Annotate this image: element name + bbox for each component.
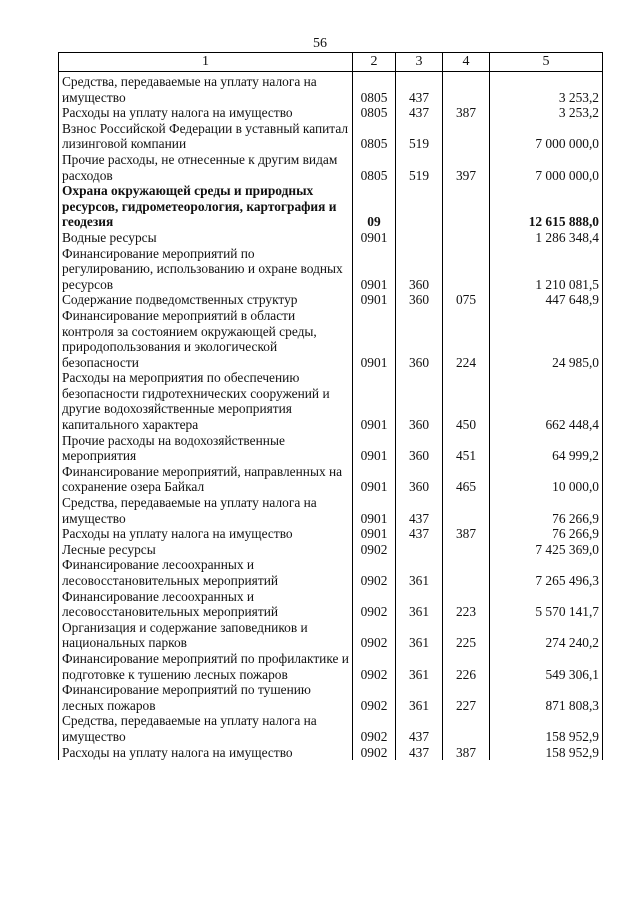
row-article-code: 519 [396, 152, 443, 183]
table-row [59, 464, 603, 495]
row-section-code: 0902 [353, 651, 396, 682]
row-section-code: 0805 [353, 121, 396, 152]
row-expense-code [443, 183, 490, 230]
row-article-code: 437 [396, 105, 443, 121]
row-amount: 549 306,1 [490, 651, 603, 682]
table-row [59, 620, 603, 651]
row-expense-code: 387 [443, 105, 490, 121]
table-row [59, 433, 603, 464]
table-header [59, 53, 603, 72]
row-article-code: 361 [396, 557, 443, 588]
row-name: Водные ресурсы [59, 230, 353, 246]
row-article-code: 360 [396, 464, 443, 495]
row-article-code: 360 [396, 292, 443, 308]
row-amount: 76 266,9 [490, 495, 603, 526]
row-article-code: 360 [396, 370, 443, 432]
row-name: Средства, передаваемые на уплату налога на имущество [59, 495, 353, 526]
row-expense-code: 227 [443, 682, 490, 713]
col-header-3: 3 [396, 53, 443, 72]
table-row [59, 713, 603, 744]
table-row [59, 557, 603, 588]
row-section-code: 0805 [353, 72, 396, 106]
row-article-code: 519 [396, 121, 443, 152]
row-name: Расходы на уплату налога на имущество [59, 745, 353, 761]
row-amount: 10 000,0 [490, 464, 603, 495]
row-section-code: 0902 [353, 682, 396, 713]
row-section-code: 0805 [353, 152, 396, 183]
row-article-code: 360 [396, 433, 443, 464]
row-name: Финансирование лесоохранных и лесовосстановительных мероприятий [59, 589, 353, 620]
row-name: Расходы на уплату налога на имущество [59, 526, 353, 542]
table-row [59, 292, 603, 308]
row-article-code: 437 [396, 713, 443, 744]
row-name: Взнос Российской Федерации в уставный капитал лизинговой компании [59, 121, 353, 152]
row-amount: 871 808,3 [490, 682, 603, 713]
header-row [59, 53, 603, 72]
row-name: Расходы на уплату налога на имущество [59, 105, 353, 121]
row-name: Средства, передаваемые на уплату налога на имущество [59, 713, 353, 744]
row-amount: 1 286 348,4 [490, 230, 603, 246]
row-article-code [396, 183, 443, 230]
row-expense-code [443, 230, 490, 246]
row-expense-code [443, 121, 490, 152]
row-amount: 12 615 888,0 [490, 183, 603, 230]
row-section-code: 0805 [353, 105, 396, 121]
row-amount: 662 448,4 [490, 370, 603, 432]
row-expense-code: 397 [443, 152, 490, 183]
row-name: Расходы на мероприятия по обеспечению безопасности гидротехнических сооружений и другие водохозяйственные мероприятия капитального характера [59, 370, 353, 432]
table-row [59, 72, 603, 106]
row-expense-code: 226 [443, 651, 490, 682]
row-name: Содержание подведомственных структур [59, 292, 353, 308]
row-amount: 24 985,0 [490, 308, 603, 370]
row-section-code: 0901 [353, 308, 396, 370]
row-expense-code: 465 [443, 464, 490, 495]
row-expense-code [443, 557, 490, 588]
table-row [59, 308, 603, 370]
row-article-code: 437 [396, 495, 443, 526]
row-article-code: 361 [396, 682, 443, 713]
row-amount: 1 210 081,5 [490, 246, 603, 293]
row-article-code: 437 [396, 72, 443, 106]
row-amount: 7 265 496,3 [490, 557, 603, 588]
row-expense-code [443, 713, 490, 744]
row-name: Финансирование мероприятий, направленных на сохранение озера Байкал [59, 464, 353, 495]
row-amount: 76 266,9 [490, 526, 603, 542]
row-section-code: 0901 [353, 246, 396, 293]
row-name: Финансирование мероприятий по тушению лесных пожаров [59, 682, 353, 713]
row-expense-code: 387 [443, 526, 490, 542]
table-body [59, 72, 603, 761]
row-article-code: 360 [396, 246, 443, 293]
budget-table [58, 52, 603, 760]
row-amount: 3 253,2 [490, 72, 603, 106]
row-amount: 447 648,9 [490, 292, 603, 308]
row-name: Лесные ресурсы [59, 542, 353, 558]
row-section-code: 09 [353, 183, 396, 230]
row-amount: 7 000 000,0 [490, 121, 603, 152]
row-section-code: 0902 [353, 713, 396, 744]
row-section-code: 0901 [353, 370, 396, 432]
row-amount: 274 240,2 [490, 620, 603, 651]
row-section-code: 0902 [353, 620, 396, 651]
row-expense-code: 451 [443, 433, 490, 464]
table-row [59, 745, 603, 761]
col-header-1: 1 [59, 53, 353, 72]
row-expense-code: 387 [443, 745, 490, 761]
row-article-code: 360 [396, 308, 443, 370]
row-expense-code [443, 246, 490, 293]
row-amount: 158 952,9 [490, 713, 603, 744]
table-row [59, 152, 603, 183]
row-amount: 7 000 000,0 [490, 152, 603, 183]
row-section-code: 0902 [353, 542, 396, 558]
row-amount: 7 425 369,0 [490, 542, 603, 558]
row-article-code: 437 [396, 745, 443, 761]
row-name: Прочие расходы на водохозяйственные мероприятия [59, 433, 353, 464]
row-amount: 5 570 141,7 [490, 589, 603, 620]
table-row [59, 183, 603, 230]
table-row [59, 230, 603, 246]
col-header-4: 4 [443, 53, 490, 72]
page-number: 56 [313, 36, 327, 51]
row-expense-code: 450 [443, 370, 490, 432]
table-row [59, 542, 603, 558]
row-name: Финансирование мероприятий по профилактике и подготовке к тушению лесных пожаров [59, 651, 353, 682]
table-row [59, 121, 603, 152]
row-name: Охрана окружающей среды и природных ресурсов, гидрометеорология, картография и геодезия [59, 183, 353, 230]
row-article-code [396, 230, 443, 246]
table-row [59, 526, 603, 542]
table-row [59, 651, 603, 682]
row-section-code: 0901 [353, 230, 396, 246]
row-name: Организация и содержание заповедников и национальных парков [59, 620, 353, 651]
row-expense-code [443, 72, 490, 106]
row-section-code: 0902 [353, 745, 396, 761]
row-section-code: 0902 [353, 557, 396, 588]
row-expense-code [443, 495, 490, 526]
row-article-code: 437 [396, 526, 443, 542]
row-name: Финансирование лесоохранных и лесовосстановительных мероприятий [59, 557, 353, 588]
row-expense-code: 224 [443, 308, 490, 370]
row-article-code: 361 [396, 589, 443, 620]
row-section-code: 0901 [353, 433, 396, 464]
row-article-code [396, 542, 443, 558]
table-row [59, 246, 603, 293]
row-name: Прочие расходы, не отнесенные к другим видам расходов [59, 152, 353, 183]
row-amount: 158 952,9 [490, 745, 603, 761]
table-row [59, 495, 603, 526]
col-header-2: 2 [353, 53, 396, 72]
row-amount: 64 999,2 [490, 433, 603, 464]
col-header-5: 5 [490, 53, 603, 72]
row-article-code: 361 [396, 620, 443, 651]
row-expense-code: 223 [443, 589, 490, 620]
row-section-code: 0901 [353, 292, 396, 308]
row-section-code: 0901 [353, 495, 396, 526]
table-row [59, 105, 603, 121]
row-amount: 3 253,2 [490, 105, 603, 121]
row-name: Финансирование мероприятий в области контроля за состоянием окружающей среды, природопользования и экологической безопасности [59, 308, 353, 370]
row-expense-code: 075 [443, 292, 490, 308]
table-row [59, 589, 603, 620]
row-section-code: 0901 [353, 464, 396, 495]
row-section-code: 0902 [353, 589, 396, 620]
row-expense-code: 225 [443, 620, 490, 651]
row-article-code: 361 [396, 651, 443, 682]
table-row [59, 682, 603, 713]
row-name: Средства, передаваемые на уплату налога на имущество [59, 72, 353, 106]
row-section-code: 0901 [353, 526, 396, 542]
row-name: Финансирование мероприятий по регулированию, использованию и охране водных ресурсов [59, 246, 353, 293]
table-row [59, 370, 603, 432]
row-expense-code [443, 542, 490, 558]
